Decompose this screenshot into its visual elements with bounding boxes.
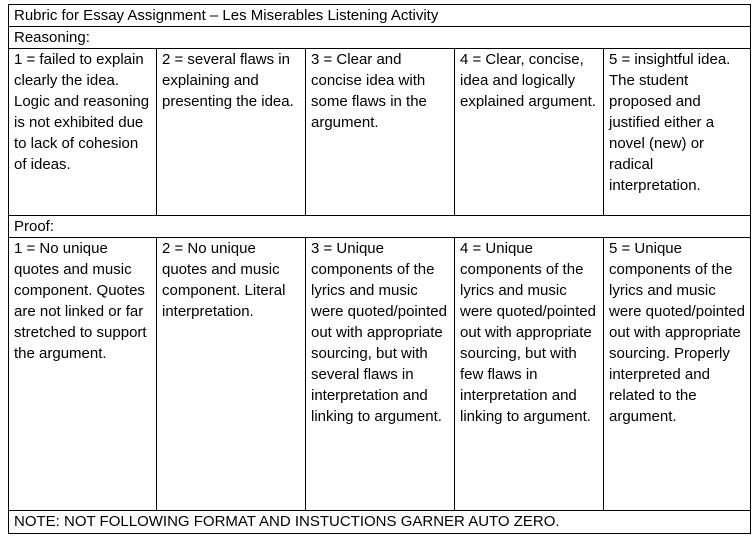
- proof-level-4: [455, 238, 604, 511]
- rubric-table: [8, 4, 751, 534]
- title-row: [9, 5, 751, 27]
- cell-text: 1 = failed to explain clearly the idea. Logic and reasoning is not exhibited due to lack of cohesion of ideas.: [14, 51, 150, 173]
- cell-text: 4 = Clear, concise, idea and logically explained argument.: [460, 51, 596, 110]
- section-header-row: [9, 27, 751, 49]
- proof-level-3: [306, 238, 455, 511]
- cell-text: 3 = Unique components of the lyrics and music were quoted/pointed out with appropriate sourcing, but with several flaws in interpretation and linking to argument.: [311, 240, 447, 425]
- section-label-reasoning: Reasoning:: [9, 27, 751, 49]
- note-row: [9, 511, 751, 534]
- reasoning-level-2: [157, 49, 306, 216]
- cell-text: 1 = No unique quotes and music component. Quotes are not linked or far stretched to support the argument.: [14, 240, 147, 362]
- cell-text: 2 = several flaws in explaining and presenting the idea.: [162, 51, 294, 110]
- reasoning-level-4: [455, 49, 604, 216]
- proof-level-1: [9, 238, 157, 511]
- rubric-title: Rubric for Essay Assignment – Les Miserables Listening Activity: [9, 5, 751, 27]
- reasoning-level-1: [9, 49, 157, 216]
- proof-levels-row: [9, 238, 751, 511]
- reasoning-levels-row: [9, 49, 751, 216]
- cell-text: 2 = No unique quotes and music component. Literal interpretation.: [162, 240, 286, 320]
- rubric-note: NOTE: NOT FOLLOWING FORMAT AND INSTUCTIONS GARNER AUTO ZERO.: [9, 511, 751, 534]
- reasoning-level-3: [306, 49, 455, 216]
- reasoning-level-5: [604, 49, 751, 216]
- proof-level-2: [157, 238, 306, 511]
- cell-text: 4 = Unique components of the lyrics and music were quoted/pointed out with appropriate sourcing, but with few flaws in interpretation and linking to argument.: [460, 240, 596, 425]
- section-label-proof: Proof:: [9, 216, 751, 238]
- cell-text: 3 = Clear and concise idea with some flaws in the argument.: [311, 51, 427, 131]
- cell-text: 5 = Unique components of the lyrics and music were quoted/pointed out with appropriate sourcing. Properly interpreted and related to the argument.: [609, 240, 745, 425]
- cell-text: 5 = insightful idea. The student proposed and justified either a novel (new) or radical interpretation.: [609, 51, 731, 194]
- proof-level-5: [604, 238, 751, 511]
- section-header-row: [9, 216, 751, 238]
